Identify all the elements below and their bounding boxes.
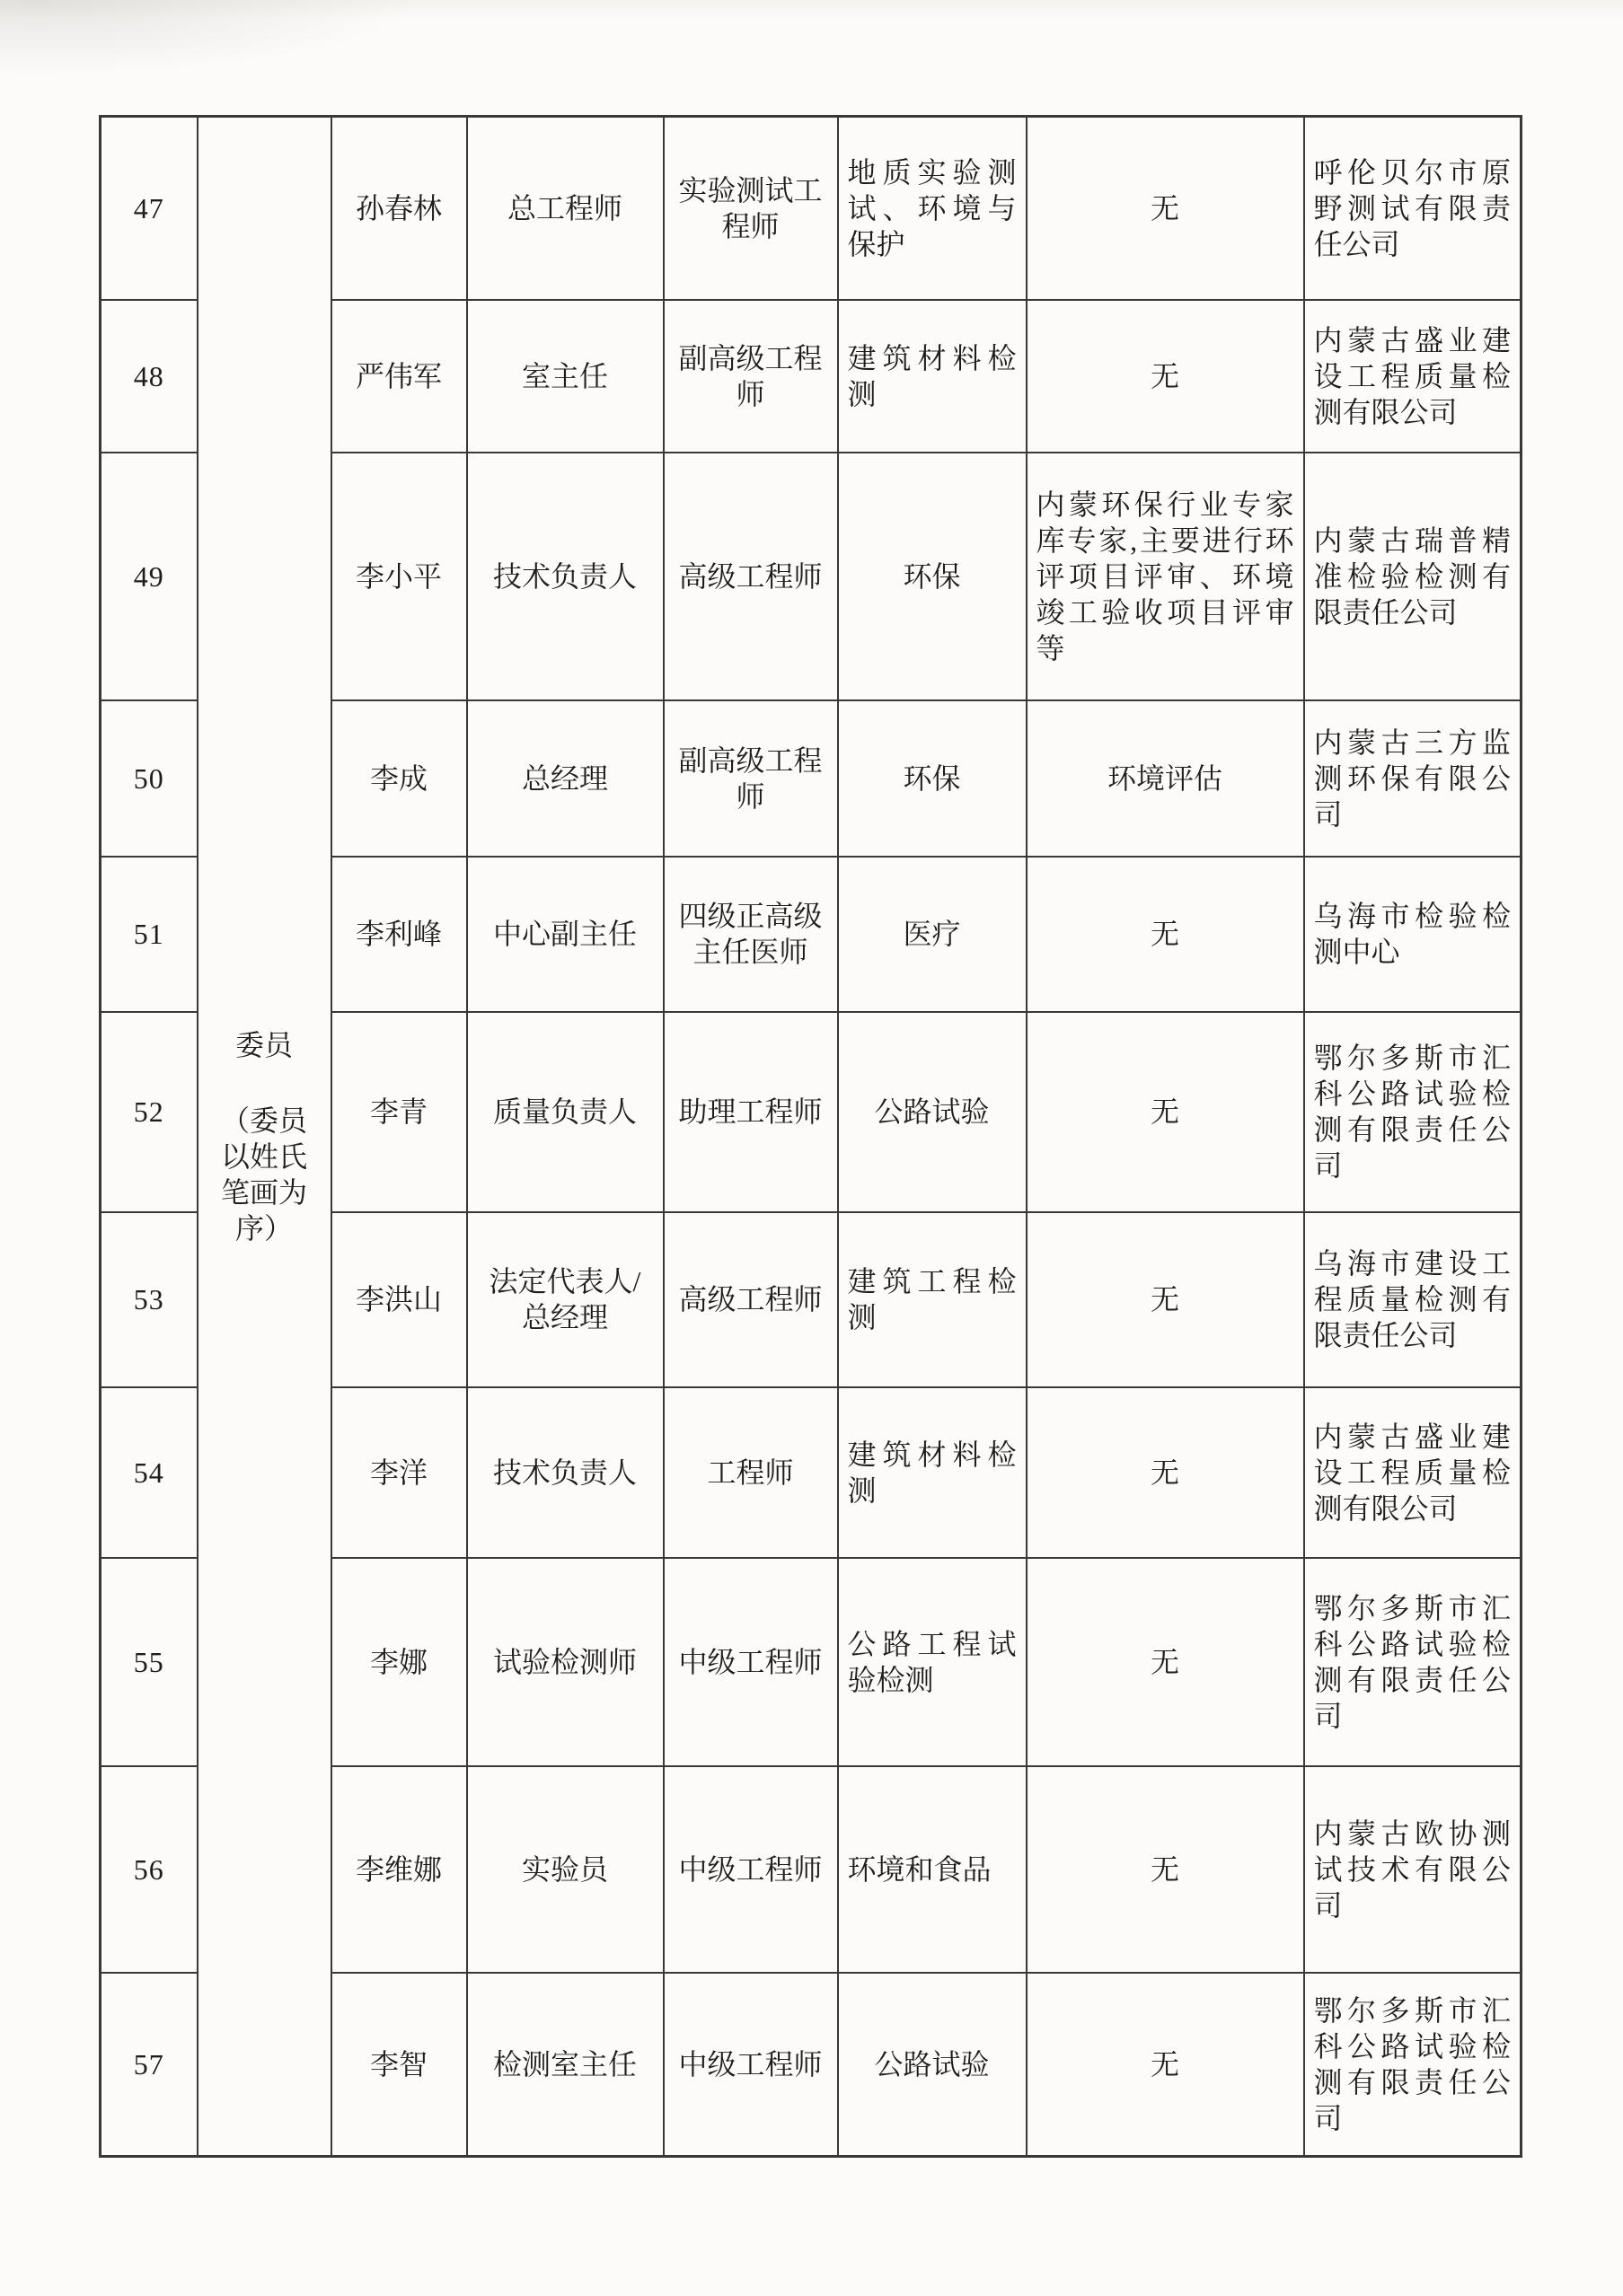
committee-group-title: 委员: [234, 1028, 293, 1061]
cell-member-name: 李智: [331, 1973, 467, 2157]
cell-field: 公路试验: [838, 1012, 1027, 1212]
cell-note: 无: [1027, 1973, 1304, 2157]
cell-professional-title: 高级工程师: [664, 1212, 838, 1387]
cell-position: 中心副主任: [467, 857, 664, 1012]
cell-note: 无: [1027, 117, 1304, 300]
cell-member-name: 李小平: [331, 453, 467, 700]
cell-professional-title: 工程师: [664, 1387, 838, 1558]
cell-note: 环境评估: [1027, 700, 1304, 857]
cell-note: 无: [1027, 1387, 1304, 1558]
cell-field: 公路工程试验检测: [838, 1558, 1027, 1766]
cell-serial-number: 47: [101, 117, 198, 300]
cell-note: 无: [1027, 1212, 1304, 1387]
cell-member-name: 李娜: [331, 1558, 467, 1766]
cell-member-name: 李青: [331, 1012, 467, 1212]
cell-company: 乌海市检验检测中心: [1304, 857, 1522, 1012]
cell-field: 建筑工程检测: [838, 1212, 1027, 1387]
cell-professional-title: 副高级工程师: [664, 300, 838, 453]
cell-member-name: 李维娜: [331, 1766, 467, 1973]
cell-note: 无: [1027, 1012, 1304, 1212]
cell-position: 检测室主任: [467, 1973, 664, 2157]
cell-professional-title: 助理工程师: [664, 1012, 838, 1212]
committee-group-sort-note: （委员以姓氏笔画为序）: [220, 1104, 307, 1245]
cell-professional-title: 中级工程师: [664, 1558, 838, 1766]
cell-company: 内蒙古欧协测试技术有限公司: [1304, 1766, 1522, 1973]
cell-field: 公路试验: [838, 1973, 1027, 2157]
cell-professional-title: 中级工程师: [664, 1973, 838, 2157]
cell-position: 总经理: [467, 700, 664, 857]
cell-note: 内蒙环保行业专家库专家,主要进行环评项目评审、环境竣工验收项目评审等: [1027, 453, 1304, 700]
cell-note: 无: [1027, 1766, 1304, 1973]
cell-member-name: 李洋: [331, 1387, 467, 1558]
cell-note: 无: [1027, 1558, 1304, 1766]
cell-serial-number: 55: [101, 1558, 198, 1766]
cell-serial-number: 52: [101, 1012, 198, 1212]
cell-serial-number: 51: [101, 857, 198, 1012]
cell-field: 环保: [838, 700, 1027, 857]
cell-field: 环境和食品: [838, 1766, 1027, 1973]
cell-serial-number: 50: [101, 700, 198, 857]
cell-position: 实验员: [467, 1766, 664, 1973]
table-row: [101, 117, 1522, 300]
cell-note: 无: [1027, 857, 1304, 1012]
cell-company: 乌海市建设工程质量检测有限责任公司: [1304, 1212, 1522, 1387]
cell-company: 鄂尔多斯市汇科公路试验检测有限责任公司: [1304, 1973, 1522, 2157]
cell-position: 室主任: [467, 300, 664, 453]
cell-field: 建筑材料检测: [838, 300, 1027, 453]
cell-serial-number: 56: [101, 1766, 198, 1973]
committee-roster-table: [99, 115, 1522, 2158]
cell-position: 法定代表人/ 总经理: [467, 1212, 664, 1387]
cell-professional-title: 副高级工程师: [664, 700, 838, 857]
cell-member-name: 孙春林: [331, 117, 467, 300]
cell-member-name: 李洪山: [331, 1212, 467, 1387]
cell-serial-number: 54: [101, 1387, 198, 1558]
cell-position: 技术负责人: [467, 453, 664, 700]
cell-professional-title: 高级工程师: [664, 453, 838, 700]
cell-company: 呼伦贝尔市原野测试有限责任公司: [1304, 117, 1522, 300]
cell-company: 内蒙古盛业建设工程质量检测有限公司: [1304, 1387, 1522, 1558]
cell-position: 试验检测师: [467, 1558, 664, 1766]
cell-member-name: 李利峰: [331, 857, 467, 1012]
cell-professional-title: 四级正高级主任医师: [664, 857, 838, 1012]
cell-serial-number: 48: [101, 300, 198, 453]
cell-company: 内蒙古三方监测环保有限公司: [1304, 700, 1522, 857]
cell-company: 内蒙古瑞普精准检验检测有限责任公司: [1304, 453, 1522, 700]
cell-member-name: 严伟军: [331, 300, 467, 453]
cell-professional-title: 中级工程师: [664, 1766, 838, 1973]
cell-field: 地质实验测试、环境与保护: [838, 117, 1027, 300]
cell-member-name: 李成: [331, 700, 467, 857]
cell-field: 环保: [838, 453, 1027, 700]
cell-serial-number: 57: [101, 1973, 198, 2157]
cell-serial-number: 49: [101, 453, 198, 700]
cell-company: 鄂尔多斯市汇科公路试验检测有限责任公司: [1304, 1558, 1522, 1766]
cell-serial-number: 53: [101, 1212, 198, 1387]
cell-position: 技术负责人: [467, 1387, 664, 1558]
cell-note: 无: [1027, 300, 1304, 453]
cell-field: 医疗: [838, 857, 1027, 1012]
cell-professional-title: 实验测试工程师: [664, 117, 838, 300]
cell-field: 建筑材料检测: [838, 1387, 1027, 1558]
cell-position: 质量负责人: [467, 1012, 664, 1212]
cell-position: 总工程师: [467, 117, 664, 300]
cell-company: 内蒙古盛业建设工程质量检测有限公司: [1304, 300, 1522, 453]
merged-committee-group-cell: [198, 117, 331, 2157]
cell-company: 鄂尔多斯市汇科公路试验检测有限责任公司: [1304, 1012, 1522, 1212]
